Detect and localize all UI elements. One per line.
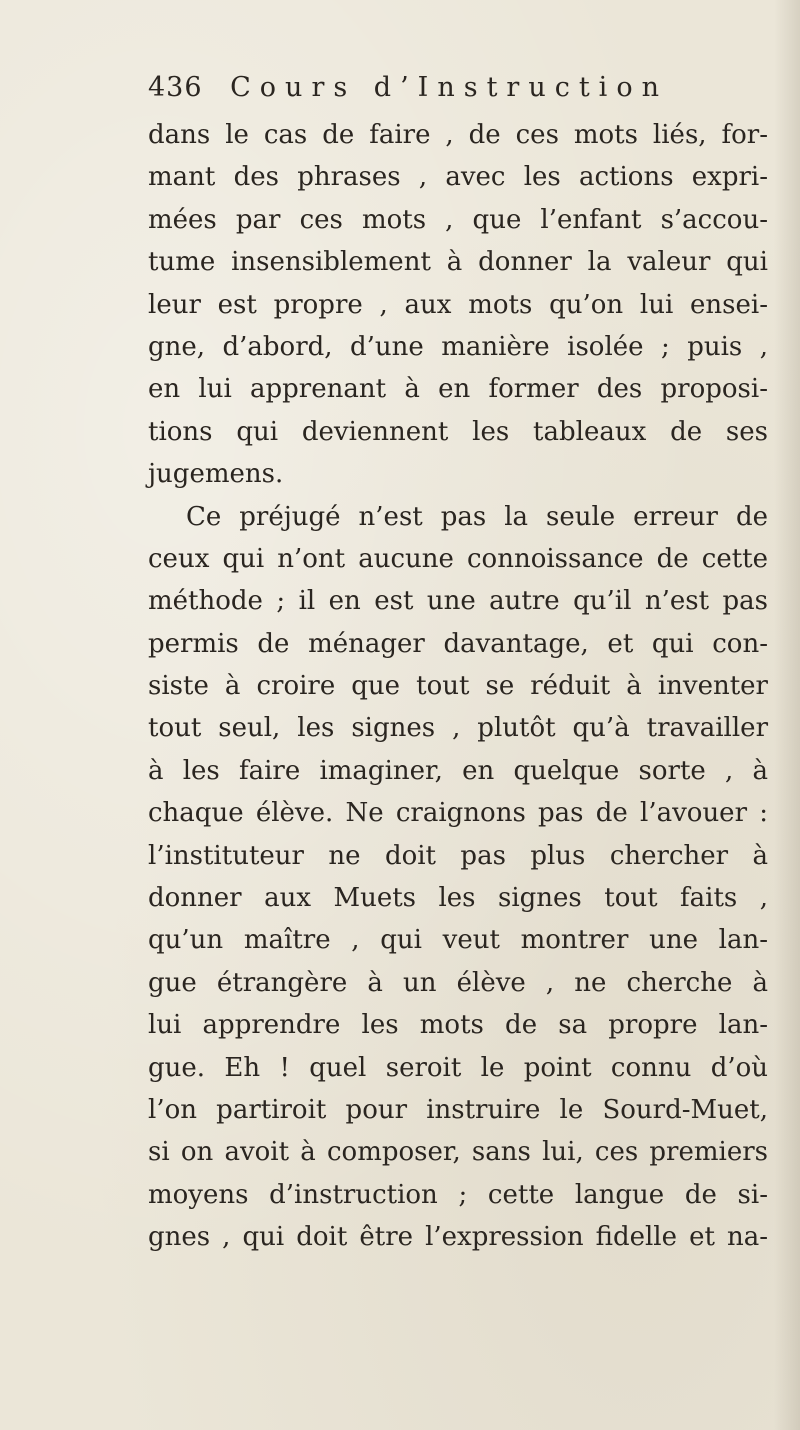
page-number: 436	[148, 72, 203, 103]
text-line: à les faire imaginer, en quelque sorte , à	[148, 755, 768, 786]
text-line: gue étrangère à un élève , ne cherche à	[148, 967, 768, 998]
body-text	[148, 114, 768, 1259]
text-line: méthode ; il en est une autre qu’il n’est pas	[148, 586, 768, 617]
text-line: moyens d’instruction ; cette langue de si-	[148, 1179, 768, 1210]
text-line: l’on partiroit pour instruire le Sourd-Muet,	[148, 1094, 768, 1125]
page-edge-shadow	[774, 0, 800, 1430]
text-line: l’instituteur ne doit pas plus chercher à	[148, 840, 768, 871]
text-line: gnes , qui doit être l’expression fidelle et na-	[148, 1222, 768, 1253]
text-line: dans le cas de faire , de ces mots liés, for-	[148, 120, 768, 150]
text-line: en lui apprenant à en former des proposi-	[148, 374, 768, 405]
text-line: mées par ces mots , que l’enfant s’accou-	[148, 204, 768, 235]
text-line: mant des phrases , avec les actions expri-	[148, 162, 768, 193]
text-line: siste à croire que tout se réduit à inventer	[148, 671, 768, 702]
text-line: permis de ménager davantage, et qui con-	[148, 628, 768, 659]
text-line: Ce préjugé n’est pas la seule erreur de	[186, 501, 768, 532]
text-line: jugemens.	[148, 459, 284, 490]
text-line: gue. Eh ! quel seroit le point connu d’où	[148, 1052, 768, 1083]
text-line: tout seul, les signes , plutôt qu’à travailler	[148, 713, 768, 744]
text-line: gne, d’abord, d’une manière isolée ; puis ,	[148, 331, 768, 362]
text-line: tions qui deviennent les tableaux de ses	[148, 416, 768, 447]
text-line: chaque élève. Ne craignons pas de l’avouer :	[148, 798, 768, 829]
running-header	[148, 72, 668, 103]
running-title: Cours d’Instruction	[230, 72, 668, 103]
text-line: leur est propre , aux mots qu’on lui ensei-	[148, 289, 768, 320]
text-line: qu’un maître , qui veut montrer une lan-	[148, 925, 768, 956]
text-line: ceux qui n’ont aucune connoissance de cette	[148, 543, 768, 574]
text-line: tume insensiblement à donner la valeur qui	[148, 247, 768, 278]
text-line: lui apprendre les mots de sa propre lan-	[148, 1010, 768, 1041]
text-line: donner aux Muets les signes tout faits ,	[148, 883, 768, 914]
text-line: si on avoit à composer, sans lui, ces premiers	[148, 1137, 768, 1168]
